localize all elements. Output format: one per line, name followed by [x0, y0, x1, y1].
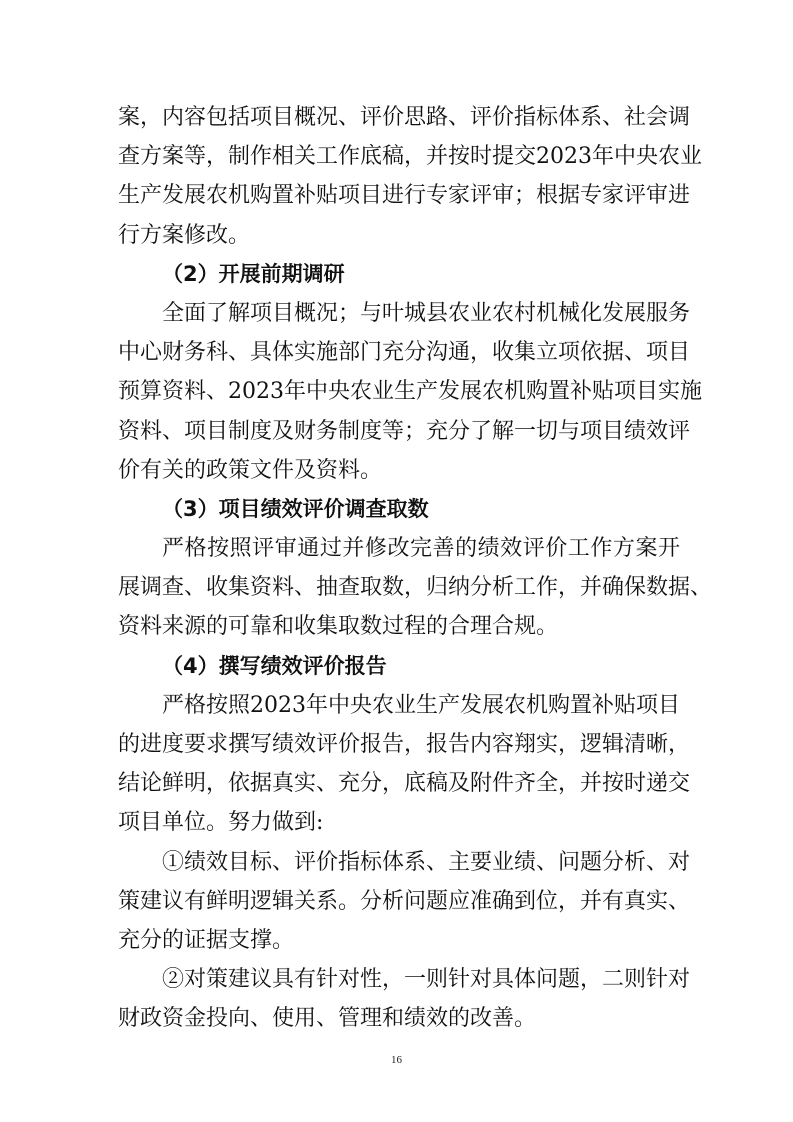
- paragraph-line: 案，内容包括项目概况、评价思路、评价指标体系、社会调: [118, 105, 691, 130]
- paragraph-line: 查方案等，制作相关工作底稿，并按时提交2023年中央农业: [118, 144, 702, 170]
- paragraph-line: 项目单位。努力做到:: [118, 810, 324, 836]
- paragraph-line: 财政资金投向、使用、管理和绩效的改善。: [118, 1006, 537, 1032]
- paragraph-line: 预算资料、2023年中央农业生产发展农机购置补贴项目实施: [118, 379, 702, 405]
- paragraph-line: 资料、项目制度及财务制度等；充分了解一切与项目绩效评: [118, 418, 691, 444]
- list-item-2: ②对策建议具有针对性，一则针对具体问题，二则针对: [162, 967, 691, 993]
- section-heading-4: （4）撰写绩效评价报告: [162, 653, 387, 678]
- paragraph-line: 生产发展农机购置补贴项目进行专家评审；根据专家评审进: [118, 183, 691, 209]
- page-number: 16: [391, 1054, 402, 1066]
- paragraph-line: 的进度要求撰写绩效评价报告，报告内容翔实，逻辑清晰，: [118, 732, 691, 757]
- list-item-1: ①绩效目标、评价指标体系、主要业绩、问题分析、对: [162, 849, 691, 875]
- paragraph-line: 严格按照2023年中央农业生产发展农机购置补贴项目: [162, 692, 680, 718]
- paragraph-line: 严格按照评审通过并修改完善的绩效评价工作方案开: [162, 536, 680, 562]
- paragraph-line: 资料来源的可靠和收集取数过程的合理合规。: [118, 614, 559, 640]
- paragraph-line: 结论鲜明，依据真实、充分，底稿及附件齐全，并按时递交: [118, 771, 691, 797]
- paragraph-line: 展调查、收集资料、抽查取数，归纳分析工作，并确保数据、: [118, 575, 713, 601]
- section-heading-3: （3）项目绩效评价调查取数: [162, 496, 429, 521]
- paragraph-line: 中心财务科、具体实施部门充分沟通，收集立项依据、项目: [118, 340, 691, 366]
- paragraph-line: 行方案修改。: [118, 222, 251, 248]
- paragraph-line: 策建议有鲜明逻辑关系。分析问题应准确到位，并有真实、: [118, 888, 691, 914]
- paragraph-line: 全面了解项目概况；与叶城县农业农村机械化发展服务: [162, 300, 691, 326]
- section-heading-2: （2）开展前期调研: [162, 261, 345, 286]
- document-body: [118, 98, 713, 1039]
- paragraph-line: 价有关的政策文件及资料。: [118, 457, 383, 483]
- paragraph-line: 充分的证据支撑。: [118, 927, 295, 953]
